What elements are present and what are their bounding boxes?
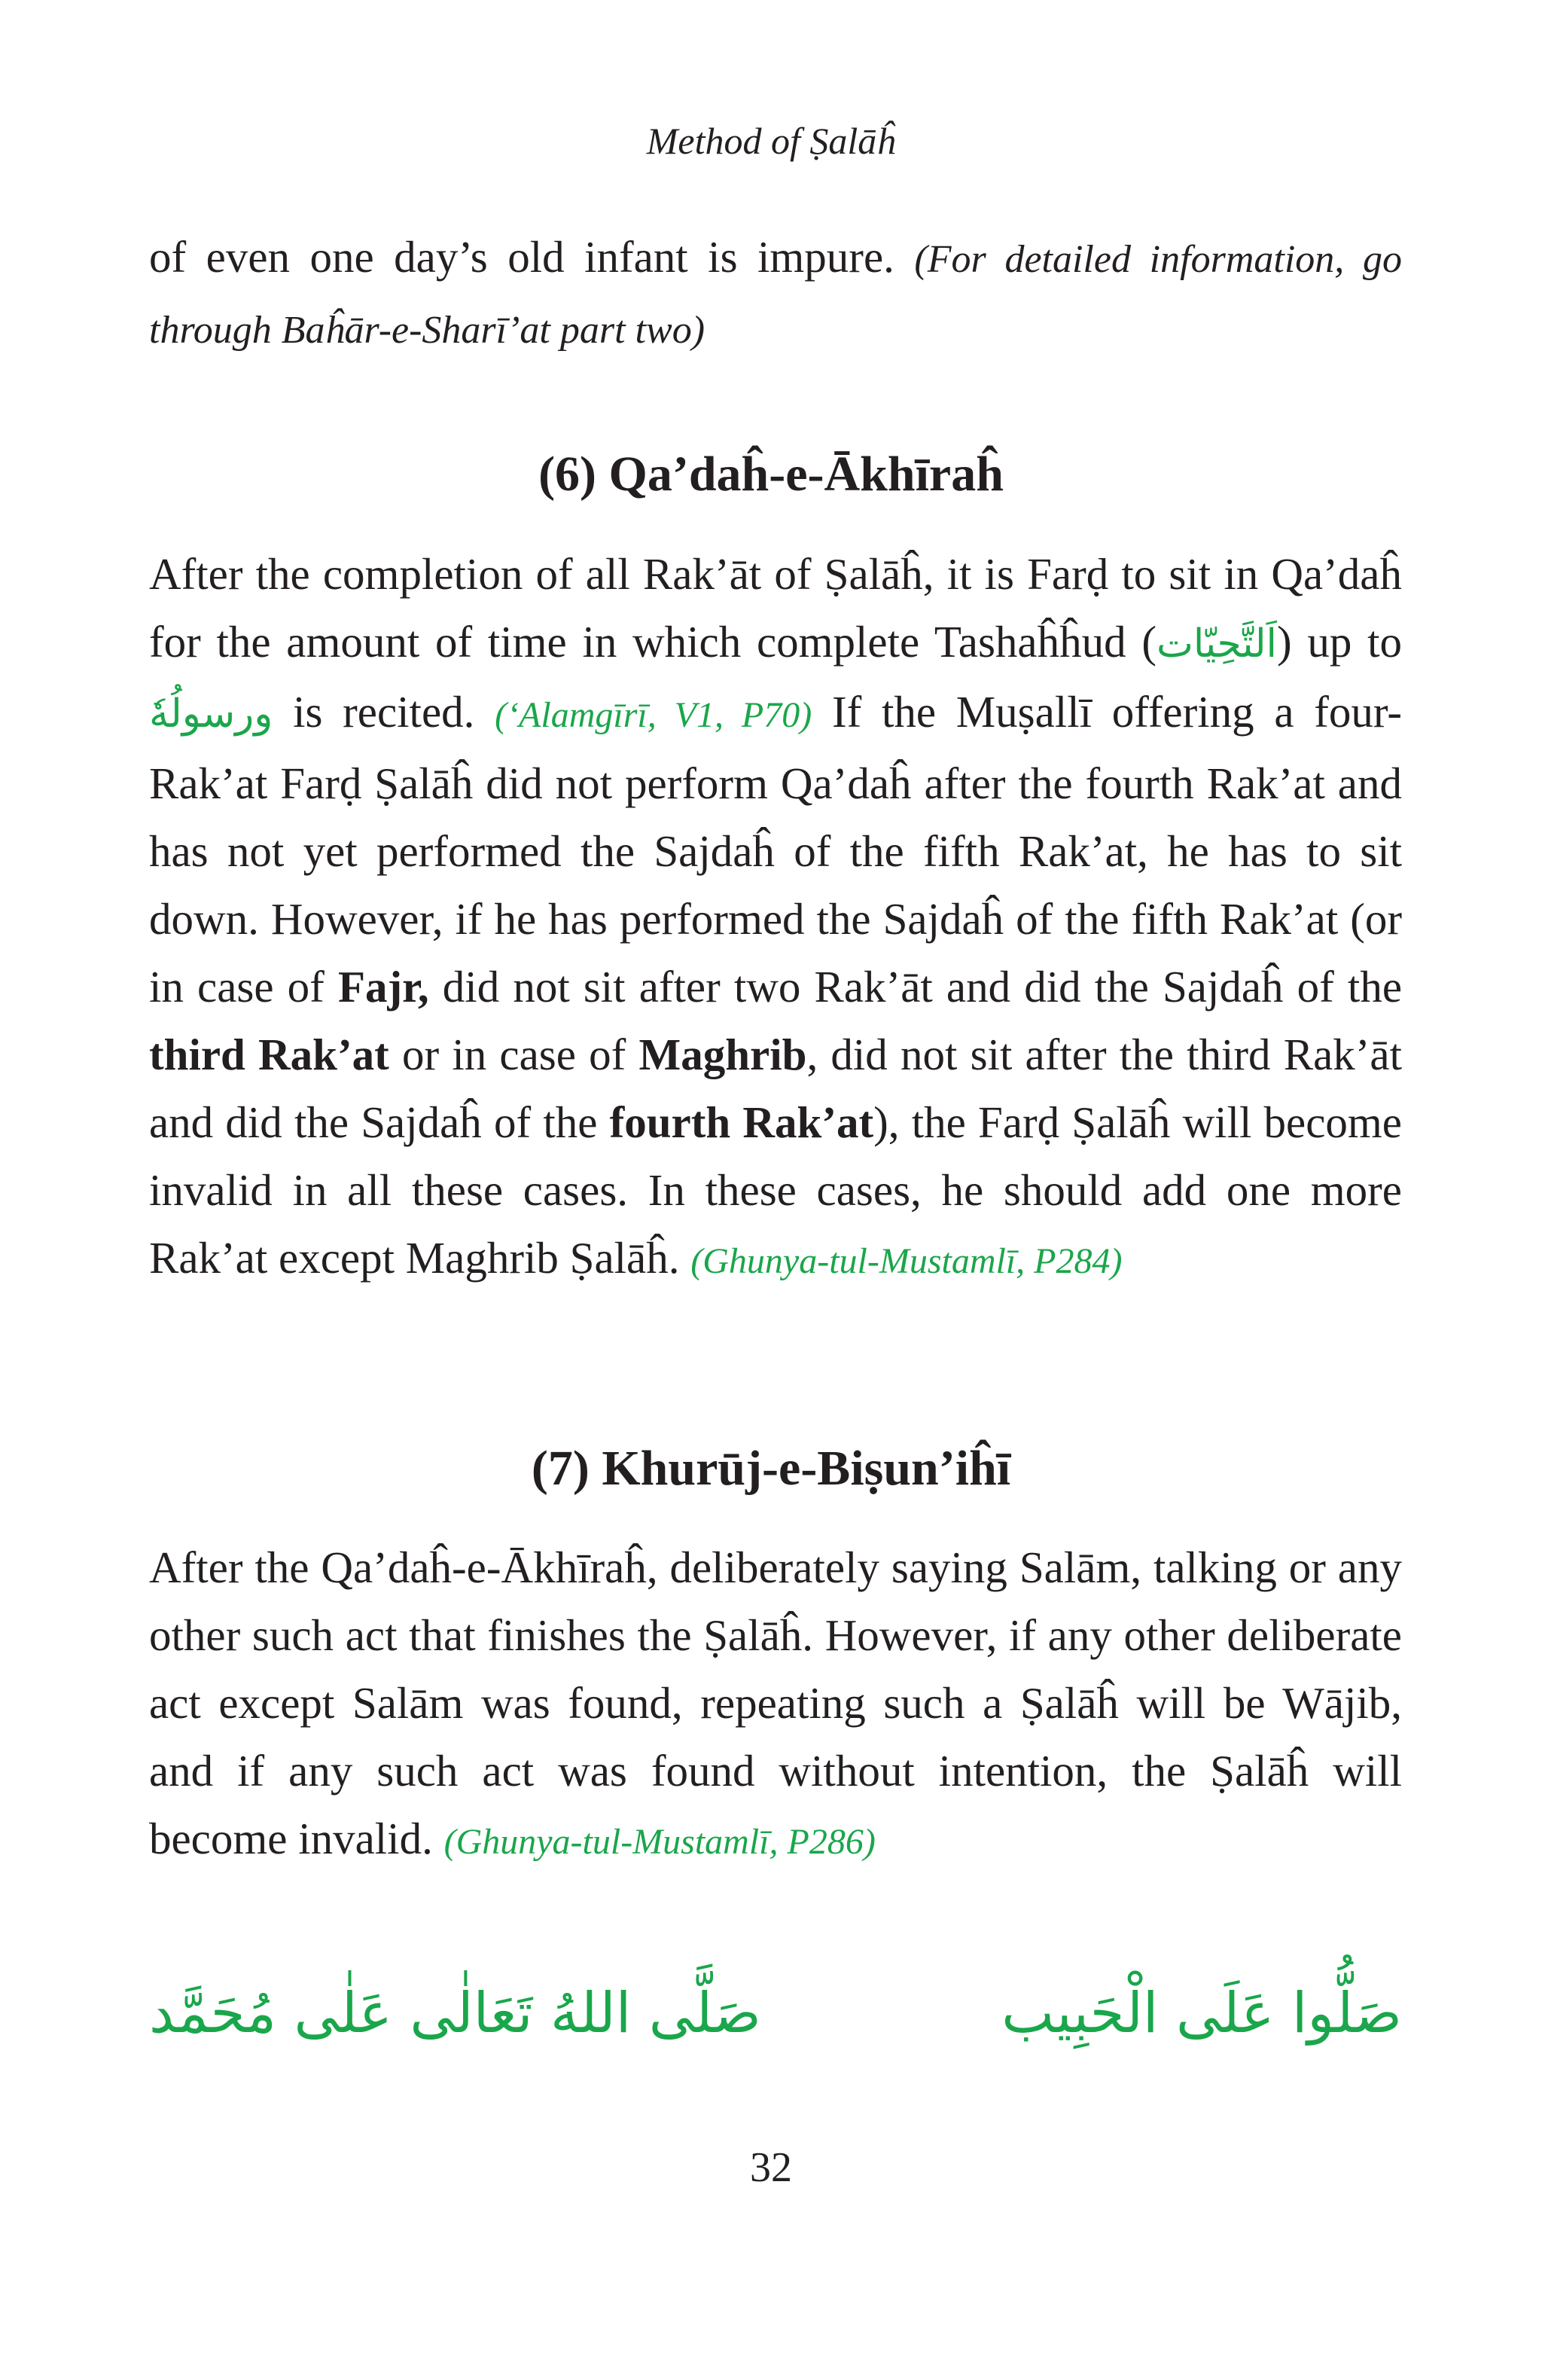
section-6-paragraph [149,540,1402,1295]
reference-alamgiri: (‘Alamgīrī, V1, P70) [495,695,812,735]
arabic-tahiyyat: اَلتَّحِيّات [1156,621,1278,667]
intro-text: of even one day’s old infant is impure. [149,232,894,282]
text-run: ) up to [1277,617,1402,667]
intro-paragraph [149,223,1402,365]
text-run: is recited. [273,687,495,737]
text-run: , did not sit after the third Rak’āt and did the Sajdaĥ of the [149,1030,1402,1147]
section-7-paragraph [149,1533,1402,1876]
bold-maghrib: Maghrib [638,1030,807,1079]
durood-sallu-alal-habib: صَلُّوا عَلَى الْحَبِيب [1001,1981,1402,2046]
bold-fajr: Fajr, [337,962,429,1012]
text-run: or in case of [389,1030,639,1079]
bold-fourth-rakat: fourth Rak’at [609,1097,874,1147]
text-run: did not sit after two Rak’āt and did the Sajdaĥ of the [428,962,1403,1012]
running-header: Method of Ṣalāĥ [646,120,896,162]
text-run: ), the Farḍ Ṣalāĥ will become invalid in all these cases. In these cases, he should add one more Rak’at except Maghrib Ṣalāĥ. [149,1097,1402,1283]
durood-sallallahu: صَلَّى اللهُ تَعَالٰی عَلٰی مُحَمَّد [149,1981,761,2046]
section-7-body [149,1533,1402,1876]
arabic-wa-rasuluhu: ورسولُهٗ [149,691,273,737]
intro-block [149,223,1402,365]
section-6-body [149,540,1402,1295]
durood-row [149,1981,1402,2046]
text-run: After the completion of all Rak’āt of Ṣalāĥ, it is Farḍ to sit in Qa’daĥ for the amount of time in which complete Tashaĥĥud ( [149,549,1402,667]
page-number: 32 [750,2144,792,2191]
text-run: If the Muṣallī offering a four-Rak’at Farḍ Ṣalāĥ did not perform Qa’daĥ after the fourth Rak’at and has not yet performed the Sajdaĥ of the fifth Rak’at, he has to sit down. However, if he has performed the Sajdaĥ of the fifth Rak’at (or in case of [149,687,1402,1012]
reference-ghunya-286: (Ghunya-tul-Mustamlī, P286) [443,1822,876,1862]
section-7-heading: (7) Khurūj-e-Biṣun’iĥī [531,1441,1011,1496]
bold-third-rakat: third Rak’at [149,1030,389,1079]
reference-ghunya-284: (Ghunya-tul-Mustamlī, P284) [690,1241,1123,1281]
intro-note: (For detailed information, go through Baĥār-e-Sharī’at part two) [149,238,1402,352]
text-run: After the Qa’daĥ-e-Ākhīraĥ, deliberately saying Salām, talking or any other such act that finishes the Ṣalāĥ. However, if any other deliberate act except Salām was found, repeating such a Ṣalāĥ will be Wājib, and if any such act was found without intention, the Ṣalāĥ will become invalid. [149,1542,1402,1863]
section-6-heading: (6) Qa’daĥ-e-Ākhīraĥ [538,447,1004,502]
